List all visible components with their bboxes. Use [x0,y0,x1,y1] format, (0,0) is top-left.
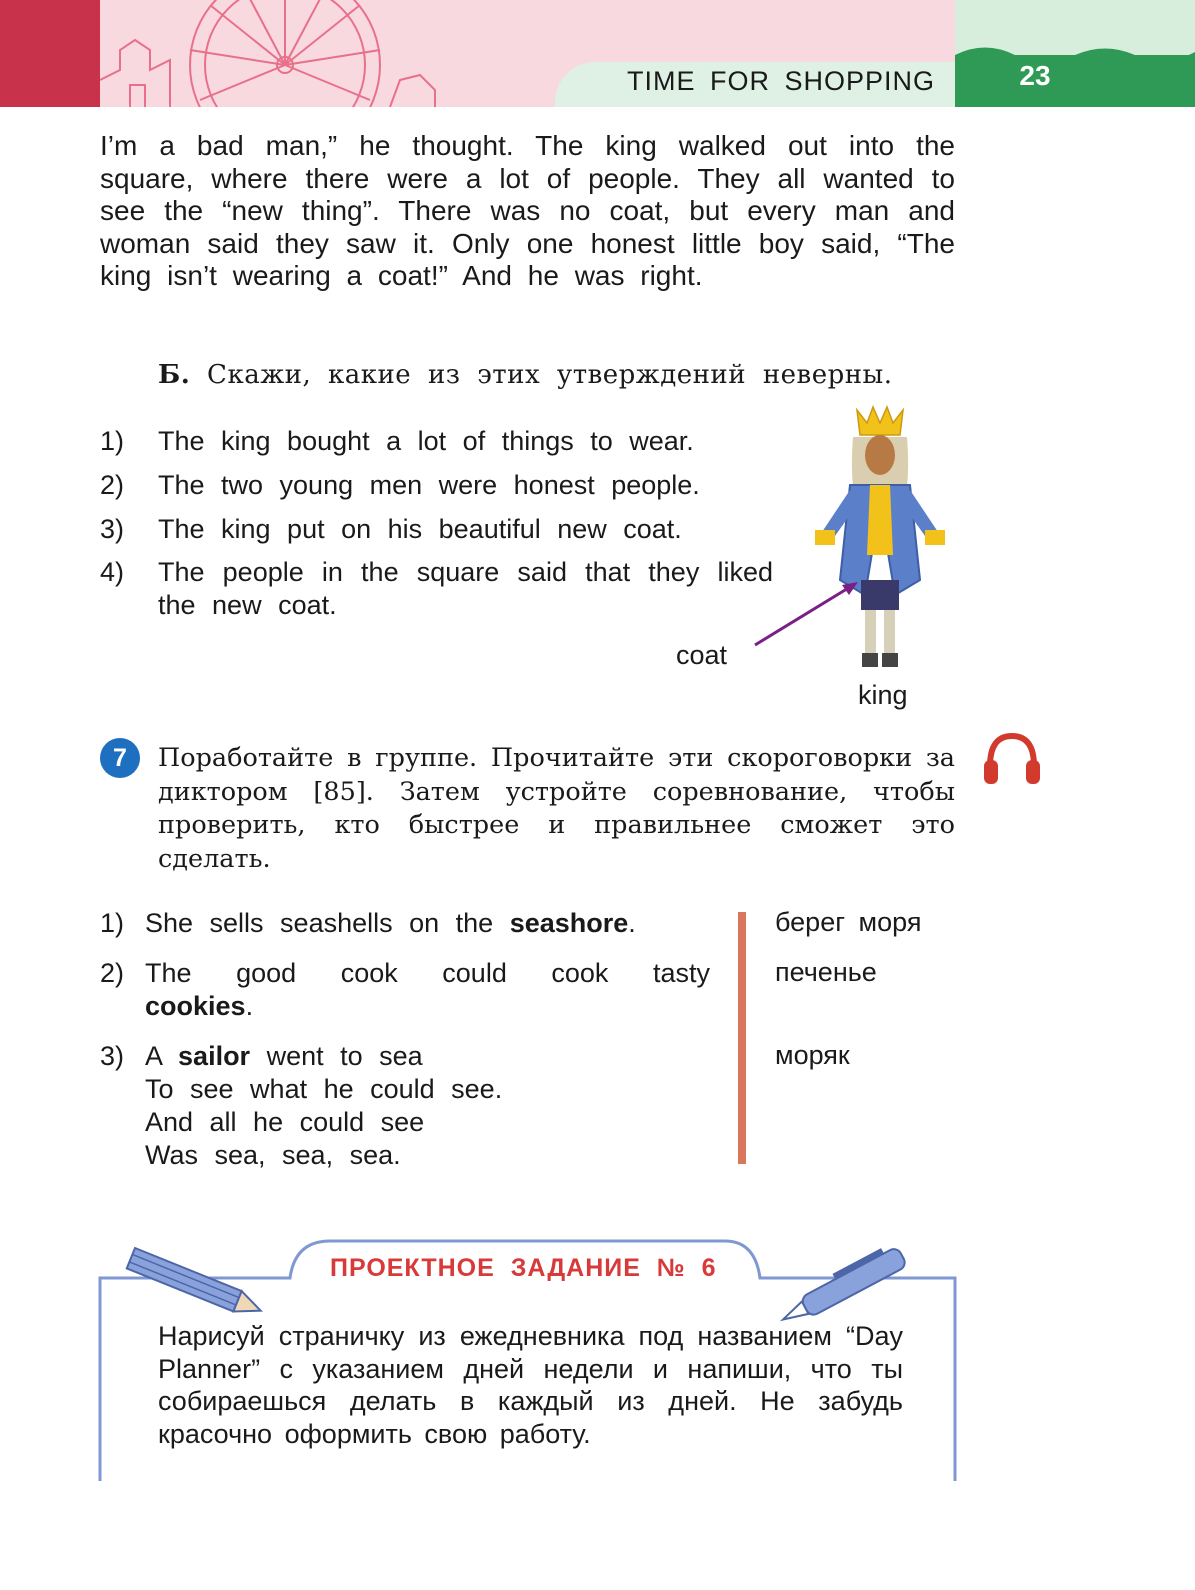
tongue-twister-number: 1) [100,908,125,938]
statement-text: The two young men were honest people. [158,470,700,500]
statement-number: 3) [100,514,125,544]
task7-instruction: Поработайте в группе. Прочитайте эти скороговорки за диктором [85]. Затем устройте соревнование, чтобы проверить, кто быстрее и правильнее сможет это сделать. [158,743,955,874]
page-number: 23 [1019,60,1051,91]
tongue-twister-text: . [628,908,636,938]
tongue-twister-line: To see what he could see. [145,1074,503,1104]
tongue-twister-number: 2) [100,958,125,988]
gloss-seashore: берег моря [775,907,922,937]
story-paragraph: I’m a bad man,” he thought. The king walked out into the square, where there were a lot of people. They all wanted to see the “new thing”. There was no coat, but every man and woman said they saw it. Only one honest little boy said, “The king isn’t wearing a coat!” And he was right. [100,130,955,292]
tongue-twister-3 [100,1040,503,1170]
task-b-text: Скажи, какие из этих утверждений неверны. [207,360,893,390]
coat-label: coat [676,640,728,670]
tongue-twister-text: The good cook could cook tasty [145,958,710,988]
tongue-twister-1 [100,907,636,940]
tongue-twister-text: . [245,991,254,1021]
ferris-wheel-illustration [100,0,440,107]
gloss-cookies: печенье [775,957,877,987]
task-b-instruction [158,360,893,390]
coat-arrow [750,575,870,655]
tongue-twister-line: Was sea, sea, sea. [145,1140,401,1170]
statement-number: 4) [100,557,125,587]
task-b-label: Б. [158,360,191,390]
tongue-twister-keyword: seashore [509,908,629,938]
header-red-tab [0,0,100,107]
tongue-twister-text: A [145,1041,179,1071]
tongue-twister-line: And all he could see [145,1107,425,1137]
tongue-twister-keyword: sailor [178,1041,251,1071]
gloss-sailor: моряк [775,1040,850,1070]
tongue-twister-number: 3) [100,1041,125,1071]
page-number-tab [955,55,1195,107]
tongue-twister-text: She sells seashells on the [145,908,510,938]
statement-text: The people in the square said that they liked the new coat. [158,557,773,620]
task-number-badge: 7 [100,738,140,778]
pen-icon [775,1241,907,1329]
statement-text: The king put on his beautiful new coat. [158,514,682,544]
chapter-title: TIME FOR SHOPPING [627,66,936,96]
project-title: ПРОЕКТНОЕ ЗАДАНИЕ № 6 [330,1254,717,1282]
statement-number: 2) [100,470,125,500]
tongue-twister-keyword: cookies [145,991,246,1021]
statement-text: The king bought a lot of things to wear. [158,426,694,456]
tongue-twister-text: went to sea [250,1041,423,1071]
statement-number: 1) [100,426,125,456]
king-label: king [858,680,908,710]
vertical-divider [738,912,746,1164]
tongue-twister-2 [100,957,710,1021]
project-description: Нарисуй страничку из ежедневника под названием “Day Planner” с указанием дней недели и напиши, что ты собираешься делать в каждый из дней. Не забудь красочно оформить свою работу. [158,1321,903,1449]
headphones-icon [982,728,1042,788]
pencil-icon [127,1248,265,1321]
